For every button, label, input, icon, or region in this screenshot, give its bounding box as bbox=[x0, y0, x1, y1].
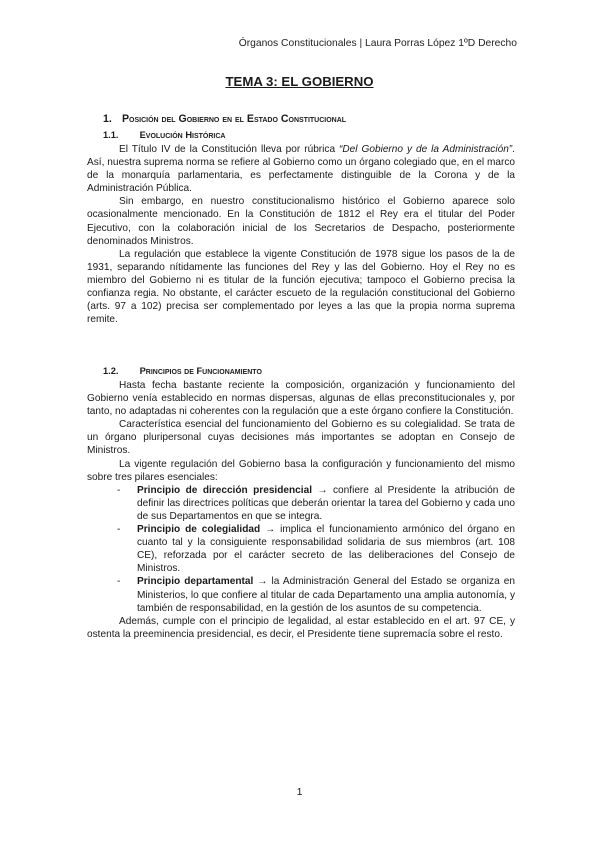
paragraph-text-b: . Así, nuestra suprema norma se refiere al Gobierno como un órgano colegiado que, en el marco de la monarquía parlamentaria, es perfectamente distinguible de la Corona y de la Administración Pública. bbox=[87, 144, 515, 195]
principle-text: la Administración General del Estado se organiza en Ministerios, lo que confiere al titular de cada Departamento una amplia autonomía, y también de responsabilidad, en la gestión de los asuntos de su competencia. bbox=[137, 576, 516, 614]
paragraph-italic: “Del Gobierno y de la Administración” bbox=[339, 144, 513, 155]
principles-list bbox=[87, 484, 515, 615]
arrow-icon: → bbox=[317, 484, 328, 496]
section-heading-1 bbox=[103, 113, 346, 125]
principle-text: confiere al Presidente la atribución de definir las directrices políticas que deberán orientar la tarea del Gobierno y cada uno de sus Departamentos en que se integra. bbox=[137, 484, 515, 522]
subsection-title: Principios de Funcionamiento bbox=[139, 366, 262, 376]
subsection-heading-1-2 bbox=[103, 366, 262, 376]
section-title: Posición del Gobierno en el Estado Constitucional bbox=[121, 113, 347, 125]
paragraph: Además, cumple con el principio de legalidad, al estar establecido en el art. 97 CE, y ostenta la preeminencia presidencial, es decir, el Presidente tiene supremacía sobre el resto. bbox=[87, 615, 515, 640]
principle-term: Principio departamental bbox=[137, 576, 254, 588]
subsection-number: 1.1. bbox=[103, 130, 119, 140]
paragraph: Hasta fecha bastante reciente la composición, organización y funcionamiento del Gobierno venía establecido en normas dispersas, algunas de ellas preconstitucionales y, por tanto, no adaptadas ni coherentes con la regulación que a este órgano confiere la Constitución. bbox=[87, 380, 515, 418]
list-item bbox=[87, 575, 515, 614]
paragraph bbox=[87, 143, 515, 195]
arrow-icon: → bbox=[265, 524, 276, 536]
page-number: 1 bbox=[296, 786, 303, 798]
subsection-number: 1.2. bbox=[103, 366, 119, 376]
page-header: Órganos Constitucionales | Laura Porras López 1ºD Derecho bbox=[238, 38, 517, 49]
principle-term: Principio de dirección presidencial bbox=[137, 484, 313, 496]
document-title: TEMA 3: EL GOBIERNO bbox=[225, 74, 374, 89]
section-1-1-body bbox=[87, 143, 515, 326]
paragraph: Sin embargo, en nuestro constitucionalismo histórico el Gobierno aparece solo ocasionalmente mencionado. En la Constitución de 1812 el Rey era el titular del Poder Ejecutivo, con la colaboración inicial de los Secretarios de Despacho, posteriormente denominados Ministros. bbox=[87, 196, 515, 247]
paragraph-text-a: El Título IV de la Constitución lleva por rúbrica bbox=[119, 144, 340, 155]
list-item bbox=[87, 484, 515, 523]
list-item bbox=[87, 523, 515, 575]
arrow-icon: → bbox=[257, 576, 268, 588]
principle-term: Principio de colegialidad bbox=[137, 524, 261, 536]
paragraph: La vigente regulación del Gobierno basa la configuración y funcionamiento del mismo sobre tres pilares esenciales: bbox=[87, 458, 515, 483]
section-number: 1. bbox=[103, 113, 112, 125]
principle-text: implica el funcionamiento armónico del órgano en cuanto tal y la consiguiente responsabilidad solidaria de sus miembros (art. 108 CE), reforzada por el carácter secreto de las deliberaciones del Consejo de Ministros. bbox=[137, 524, 515, 575]
subsection-title: Evolución Histórica bbox=[139, 130, 226, 140]
paragraph: Característica esencial del funcionamiento del Gobierno es su colegialidad. Se trata de un órgano pluripersonal cuyas decisiones más importantes se adoptan en Consejo de Ministros. bbox=[87, 419, 515, 457]
subsection-heading-1-1 bbox=[103, 130, 225, 140]
paragraph: La regulación que establece la vigente Constitución de 1978 sigue los pasos de la de 1931, separando nítidamente las funciones del Rey y las del Gobierno. Hoy el Rey no es miembro del Gobierno ni es titular de la función ejecutiva; tampoco el Gobierno precisa la confianza regia. No obstante, el carácter escueto de la regulación constitucional del Gobierno (arts. 97 a 102) precisa ser complementado por leyes a las que la propia norma suprema remite. bbox=[87, 248, 515, 326]
bullet-dash: - bbox=[117, 576, 121, 588]
section-1-2-body bbox=[87, 379, 515, 641]
bullet-dash: - bbox=[117, 484, 121, 496]
bullet-dash: - bbox=[117, 524, 121, 536]
